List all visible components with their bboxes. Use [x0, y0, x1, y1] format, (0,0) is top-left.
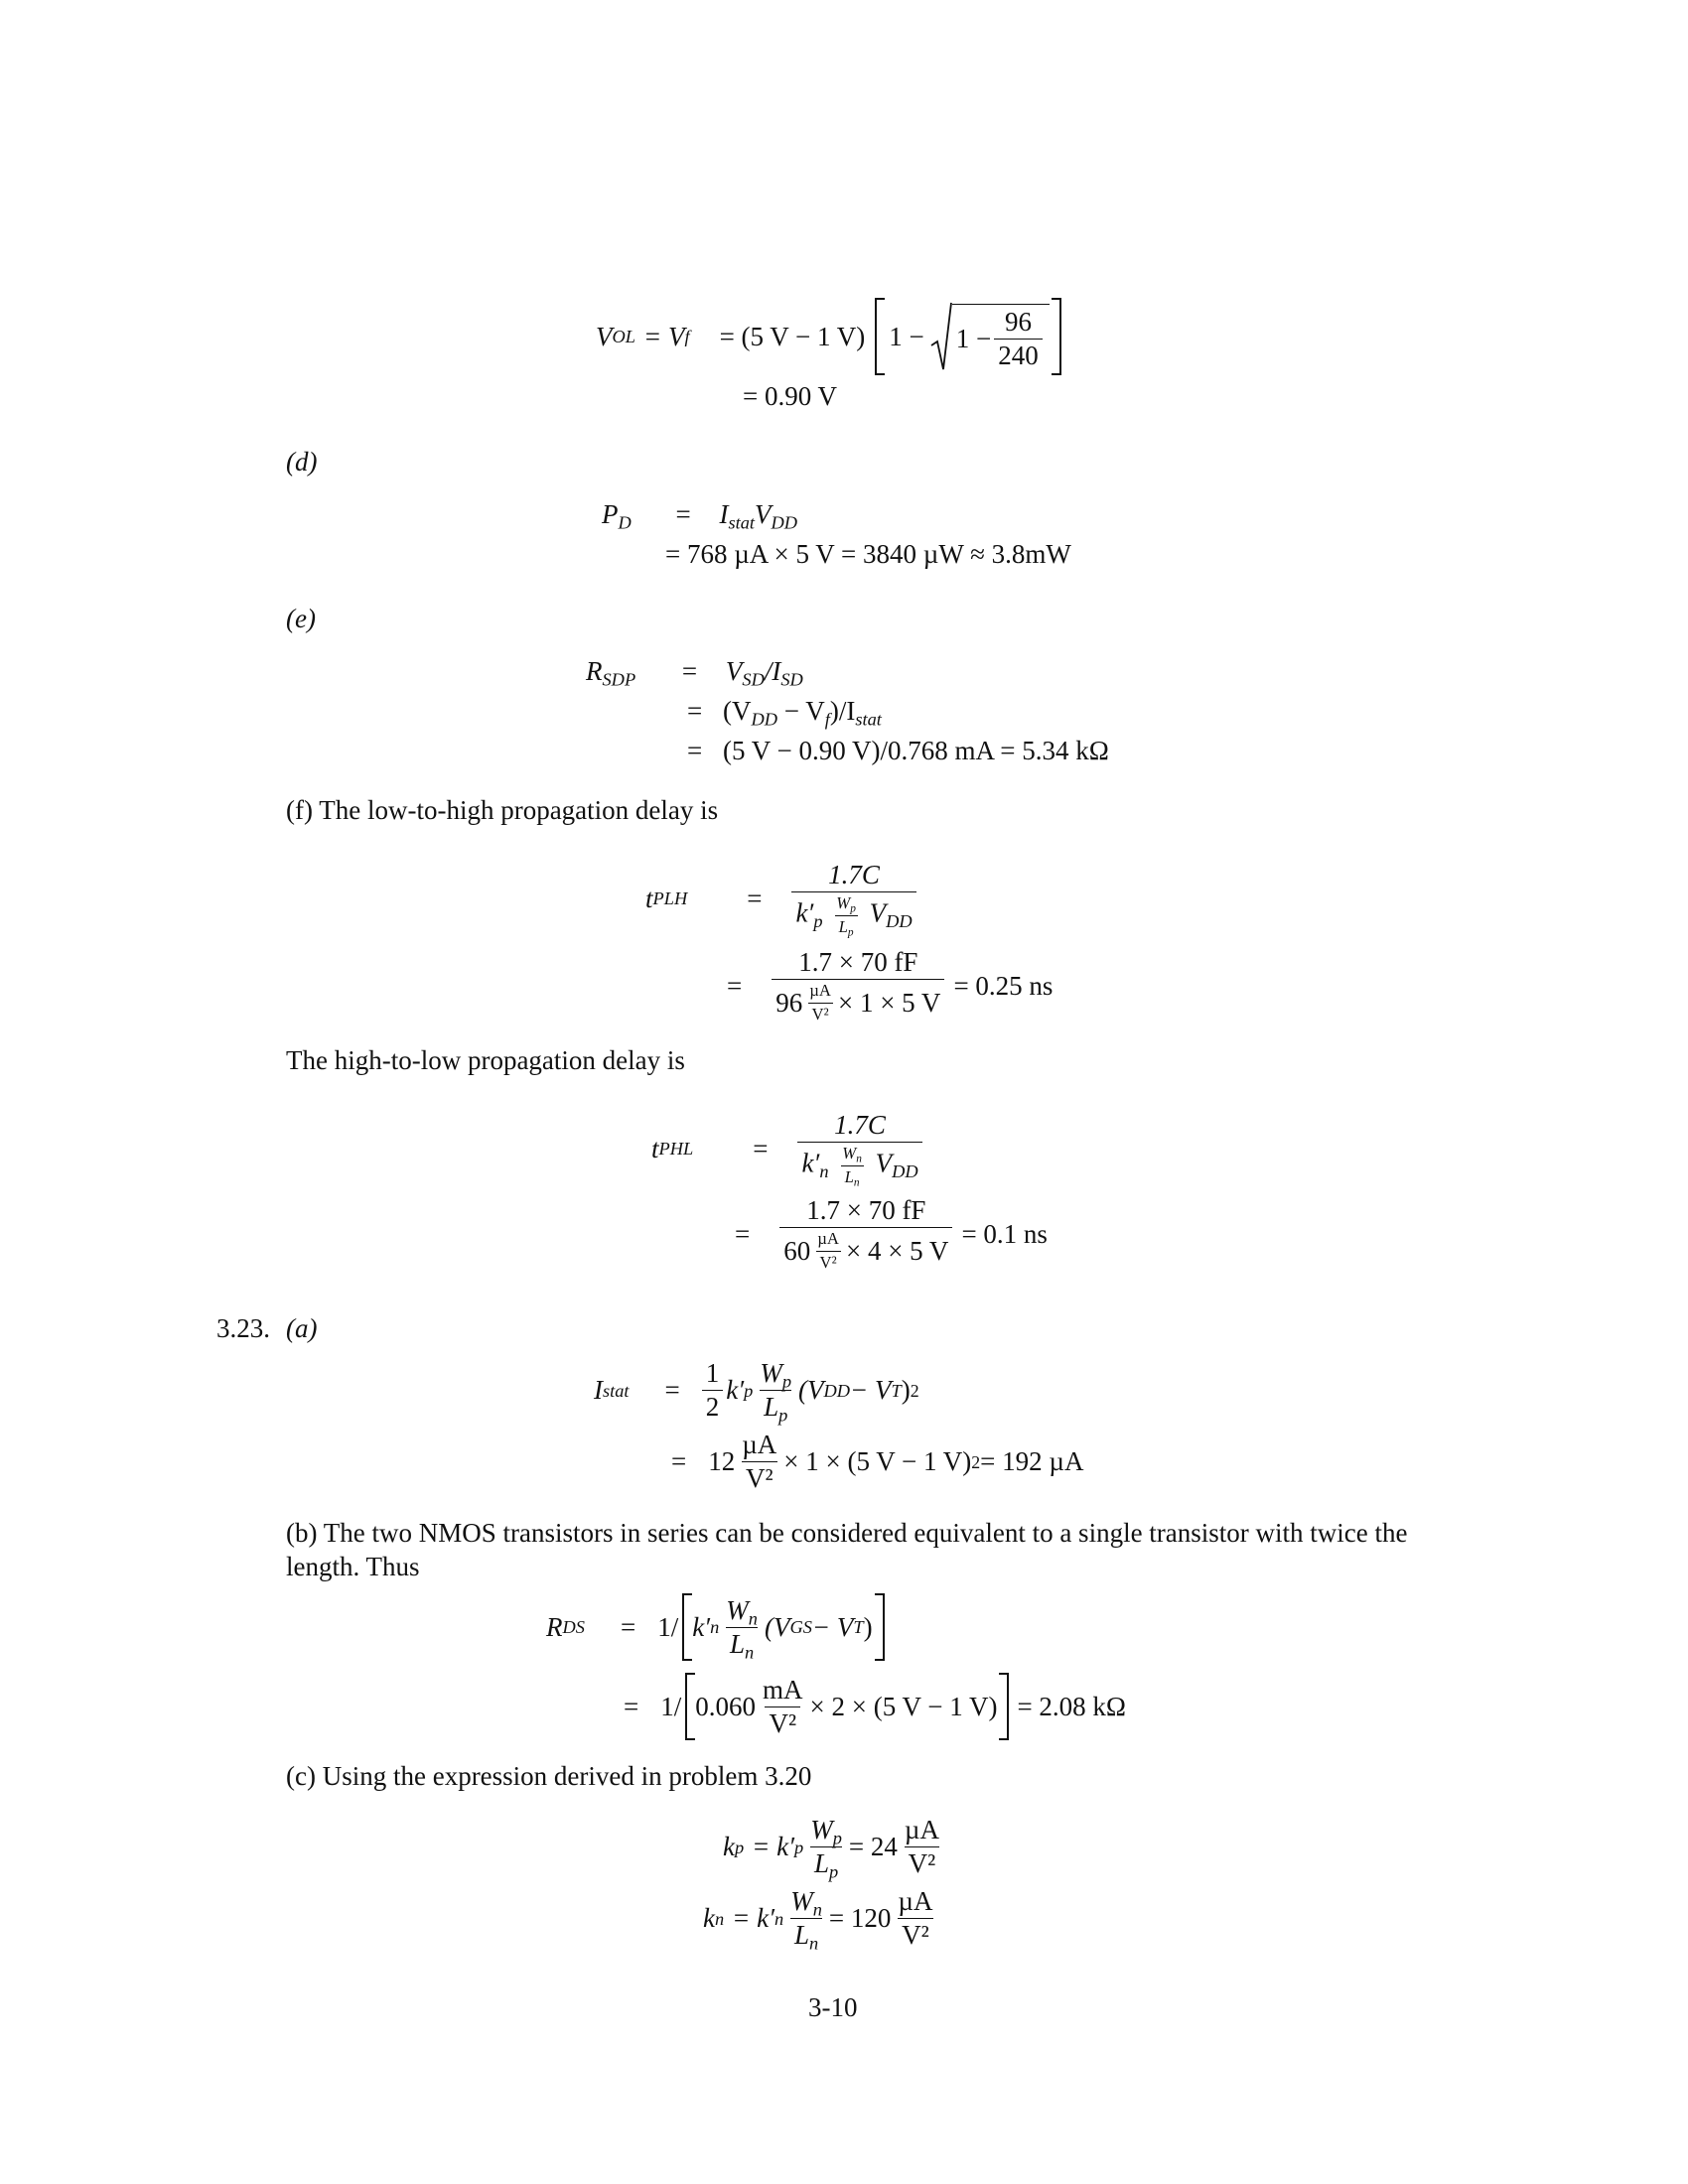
- fraction-tphl-symbolic: 1.7C $k'_n$ $\frac{W_n}{L_n}$ $V_{DD}$: [797, 1112, 921, 1185]
- vol-lhs: V: [596, 321, 613, 351]
- label-f-intro: (f) The low-to-high propagation delay is: [286, 795, 719, 825]
- vol-lhs2: = V: [642, 321, 685, 351]
- label-b-text: (b) The two NMOS transistors in series can be considered equivalent to a single transistor with twice the length. Thus: [286, 1518, 1408, 1581]
- right-bracket: [1052, 298, 1061, 375]
- equation-pd-line2: = 768 µA × 5 V = 3840 µW ≈ 3.8mW: [665, 539, 1071, 569]
- equation-kp: k p = k′ p $\frac{W_p}{L_p}$ = 24 $\frac{\text{µA}}{\text{V²}}$: [723, 1815, 939, 1882]
- sqrt-symbol: 1 − $\frac{96}{240}$: [930, 302, 1050, 371]
- equation-istat-line1: I stat = $\frac{1}{2}$ k′ p $\frac{W_p}{L_p}$ (V DD − V T ) 2: [594, 1358, 919, 1426]
- radical-sign-icon: [930, 302, 952, 371]
- fraction-tplh-numeric: 1.7 × 70 fF 96 $\frac{\text{µA}}{\text{V²}}$ × 1 × 5 V: [772, 949, 944, 1023]
- equation-rsdp-line3: = (5 V − 0.90 V)/0.768 mA = 5.34 kΩ: [687, 736, 1109, 765]
- vol-line1: = (5 V − 1 V): [719, 321, 866, 351]
- equation-tplh-line2: = 1.7 × 70 fF 96 $\frac{\text{µA}}{\text{V²}}$ × 1 × 5 V = 0.25 ns: [727, 947, 1054, 1024]
- equation-pd-line1: $P_D = I_{stat}V_{DD}$: [602, 499, 798, 533]
- page-number: 3-10: [808, 1992, 858, 2022]
- label-a: (a): [286, 1313, 318, 1343]
- label-d: (d): [286, 447, 318, 477]
- equation-tplh-line1: t PLH = 1.7C $k'_p$ $\frac{W_p}{L_p}$ $V_{DD}$: [645, 862, 919, 935]
- equation-istat-line2: = 12 $\frac{\text{µA}}{\text{V²}}$ × 1 × (5 V − 1 V) 2 = 192 µA: [671, 1430, 1084, 1493]
- fraction-tphl-numeric: 1.7 × 70 fF 60 $\frac{\text{µA}}{\text{V²}}$ × 4 × 5 V: [779, 1197, 952, 1271]
- equation-vol-line1: V OL = V f = (5 V − 1 V) 1 − 1 − $\frac{96}{240}$: [596, 298, 1061, 375]
- left-bracket: [875, 298, 885, 375]
- equation-rds-line1: R DS = 1/ k′ n $\frac{W_n}{L_n}$ (V GS − V T ): [546, 1593, 885, 1661]
- equation-vol-line2: = 0.90 V: [743, 381, 837, 411]
- label-hl-intro: The high-to-low propagation delay is: [286, 1045, 685, 1075]
- equation-rds-line2: = 1/ 0.060 $\frac{mA}{\text{V²}}$ × 2 × (5 V − 1 V) = 2.08 kΩ: [624, 1673, 1126, 1740]
- equation-tphl-line2: = 1.7 × 70 fF 60 $\frac{\text{µA}}{\text{V²}}$ × 4 × 5 V = 0.1 ns: [735, 1195, 1048, 1272]
- problem-number: 3.23.: [216, 1313, 270, 1343]
- equation-tphl-line1: t PHL = 1.7C $k'_n$ $\frac{W_n}{L_n}$ $V_{DD}$: [651, 1112, 925, 1185]
- label-e: (e): [286, 604, 316, 633]
- label-c-text: (c) Using the expression derived in problem 3.20: [286, 1761, 812, 1791]
- vol-one: 1 −: [889, 321, 924, 351]
- fraction-96-240: $\frac{96}{240}$: [994, 309, 1043, 369]
- equation-rsdp-line2: = $(V_{DD} - V_f)/I_{stat}$: [687, 696, 882, 730]
- equation-rsdp-line1: $R_{SDP} = V_{SD}/I_{SD}$: [586, 656, 803, 690]
- equation-kn: k n = k′ n $\frac{W_n}{L_n}$ = 120 $\frac{\text{µA}}{\text{V²}}$: [703, 1886, 933, 1954]
- fraction-tplh-symbolic: 1.7C $k'_p$ $\frac{W_p}{L_p}$ $V_{DD}$: [791, 862, 915, 935]
